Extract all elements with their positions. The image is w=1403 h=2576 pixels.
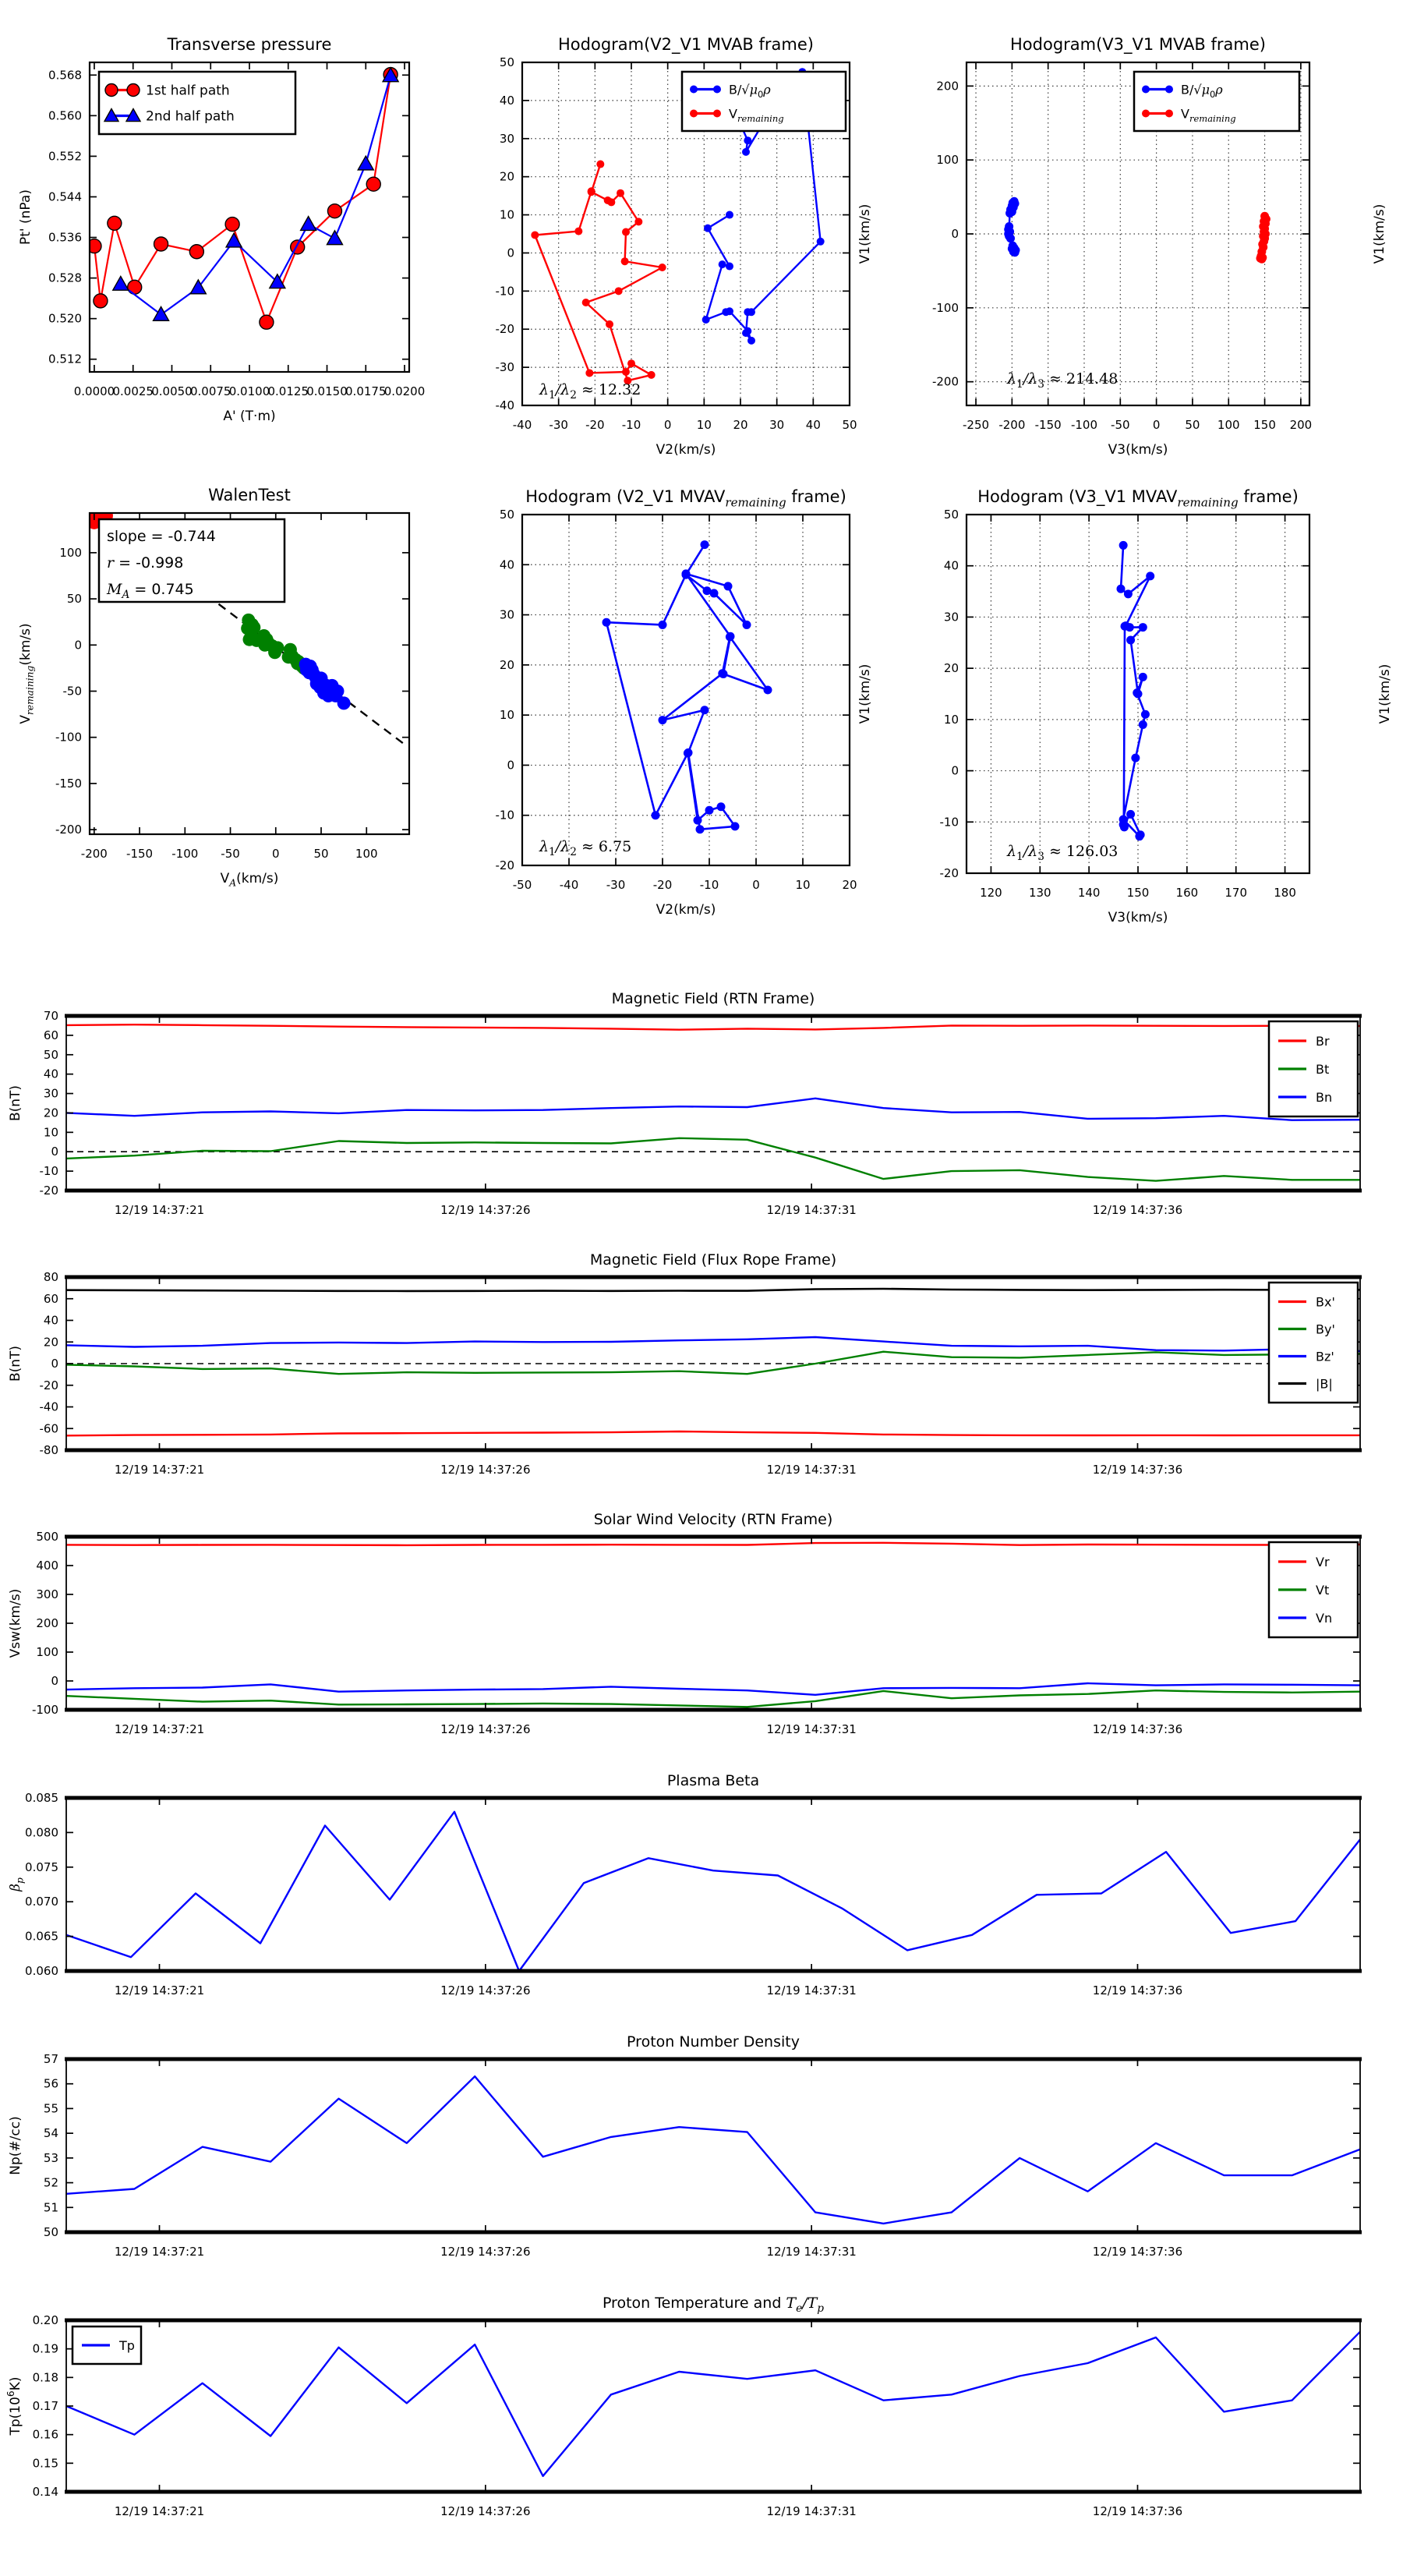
y-tick-label: 0.065 <box>25 1929 58 1944</box>
x-tick-label: 12/19 14:37:26 <box>440 1983 531 1997</box>
series-Np <box>66 2076 1360 2224</box>
y-tick-label: 20 <box>943 661 959 676</box>
y-tick-label: -20 <box>495 858 514 872</box>
legend-label: Bt <box>1316 1062 1330 1077</box>
y-tick-label: 20 <box>43 1106 58 1120</box>
panel-magnetic-field-flux-rope <box>8 1251 1362 1477</box>
x-tick-label: -20 <box>585 418 605 432</box>
legend-label: $B/√\mu_0\rho$ <box>1181 82 1223 100</box>
x-tick-label: 120 <box>980 886 1002 900</box>
y-tick-label: 50 <box>66 592 82 607</box>
x-tick-label: 12/19 14:37:31 <box>766 2245 857 2259</box>
y-tick-label: 0 <box>507 758 514 773</box>
y-axis-label: Pt' (nPa) <box>18 189 34 245</box>
y-tick-label: 54 <box>43 2126 58 2141</box>
y-tick-label: 0.552 <box>48 149 82 164</box>
y-tick-label: -200 <box>55 823 82 837</box>
y-tick-label: 60 <box>43 1291 58 1306</box>
x-axis-label: V2(km/s) <box>656 442 716 458</box>
y-tick-label: -100 <box>31 1703 58 1717</box>
y-axis-label-far: V1(km/s) <box>1372 203 1387 264</box>
y-tick-label: 10 <box>43 1125 58 1140</box>
y-axis-label: Np(#/cc) <box>8 2116 23 2175</box>
y-tick-label: -200 <box>931 374 959 389</box>
x-tick-label: -100 <box>171 847 199 861</box>
y-tick-label: -40 <box>495 398 514 412</box>
y-tick-label: 0.075 <box>25 1859 58 1874</box>
y-tick-label: 0 <box>51 1357 58 1371</box>
x-tick-label: -50 <box>1111 418 1130 432</box>
series-Vt <box>66 1690 1360 1707</box>
legend-label: Vr <box>1316 1555 1330 1569</box>
panel-title: Hodogram (V3_V1 $MVAV_{remaining}$ frame) <box>977 487 1299 510</box>
y-tick-label: 55 <box>43 2101 58 2116</box>
y-axis-label: B(nT) <box>8 1085 23 1122</box>
y-tick-label: 30 <box>499 131 514 146</box>
x-tick-label: -10 <box>621 418 641 432</box>
y-axis-label: $Tp(10^6K)$ <box>5 2376 23 2436</box>
legend-label: By' <box>1316 1322 1335 1337</box>
series-Tp <box>66 2332 1360 2476</box>
legend-label: $V_{remaining}$ <box>1181 106 1236 124</box>
x-tick-label: 0 <box>752 878 760 892</box>
x-tick-label: -200 <box>998 418 1026 432</box>
x-tick-label: 0.0200 <box>383 384 426 398</box>
panel-walen-test <box>18 486 409 889</box>
x-tick-label: 180 <box>1274 886 1296 900</box>
x-axis-label: $V_A(km/s)$ <box>220 871 279 889</box>
y-tick-label: 40 <box>499 557 514 572</box>
y-tick-label: 0 <box>951 227 959 241</box>
y-tick-label: 20 <box>499 657 514 672</box>
panel-hodogram-v3v1-mvav <box>857 487 1393 925</box>
x-tick-label: 20 <box>733 418 748 432</box>
panel-title: Transverse pressure <box>167 35 332 54</box>
y-tick-label: 0.560 <box>48 108 82 123</box>
y-tick-label: 0.070 <box>25 1895 58 1909</box>
panel-magnetic-field-rtn <box>8 990 1362 1217</box>
panel-hodogram-v3v1-mvab <box>857 35 1387 458</box>
y-tick-label: 60 <box>43 1028 58 1042</box>
y-tick-label: 0.17 <box>32 2399 58 2413</box>
y-tick-label: -10 <box>939 815 959 830</box>
y-tick-label: -30 <box>495 360 514 375</box>
panel-title: Solar Wind Velocity (RTN Frame) <box>593 1511 833 1528</box>
y-tick-label: 30 <box>943 610 959 625</box>
y-tick-label: 300 <box>36 1587 58 1601</box>
x-tick-label: 0.0025 <box>112 384 154 398</box>
x-tick-label: 10 <box>696 418 712 432</box>
y-tick-label: 0.520 <box>48 311 82 326</box>
y-tick-label: 10 <box>943 712 959 727</box>
y-tick-label: -100 <box>931 300 959 315</box>
legend-label: Bz' <box>1316 1349 1334 1364</box>
y-tick-label: 0.15 <box>32 2456 58 2471</box>
panel-title: Plasma Beta <box>666 1772 760 1789</box>
x-tick-label: 50 <box>842 418 857 432</box>
x-axis-label: V3(km/s) <box>1108 442 1168 458</box>
x-tick-label: 20 <box>842 878 857 892</box>
x-tick-label: 0 <box>663 418 672 432</box>
x-tick-label: -150 <box>1034 418 1062 432</box>
series-Bt <box>66 1138 1360 1181</box>
x-tick-label: 12/19 14:37:21 <box>114 2245 205 2259</box>
y-tick-label: 500 <box>36 1530 58 1544</box>
y-tick-label: -60 <box>39 1421 58 1436</box>
legend-box <box>99 72 295 134</box>
x-tick-label: 100 <box>1217 418 1240 432</box>
y-tick-label: 30 <box>43 1086 58 1101</box>
legend-label: Br <box>1316 1034 1330 1049</box>
annotation: $\lambda_1/\lambda_2 \approx 12.32$ <box>539 381 641 402</box>
series-v-remaining-path <box>606 545 768 830</box>
x-tick-label: 50 <box>313 847 329 861</box>
y-tick-label: 50 <box>43 1047 58 1062</box>
panel-solar-wind-velocity <box>8 1511 1362 1736</box>
x-tick-label: -40 <box>512 418 532 432</box>
y-tick-label: 0.18 <box>32 2370 58 2385</box>
panel-plasma-beta <box>8 1772 1362 1997</box>
x-axis-label: V2(km/s) <box>656 902 716 918</box>
panel-title: Magnetic Field (Flux Rope Frame) <box>589 1251 837 1269</box>
y-tick-label: 0.568 <box>48 68 82 83</box>
y-tick-label: 40 <box>943 558 959 573</box>
series-beta-p <box>66 1812 1360 1971</box>
legend-label: |B| <box>1316 1376 1333 1392</box>
series-Vr <box>66 1543 1360 1545</box>
y-tick-label: 0.512 <box>48 352 82 366</box>
y-tick-label: 0.19 <box>32 2341 58 2356</box>
series-By-prime <box>66 1349 1360 1375</box>
y-tick-label: 0.085 <box>25 1791 58 1805</box>
x-tick-label: 12/19 14:37:26 <box>440 2504 531 2518</box>
x-tick-label: 0 <box>272 847 280 861</box>
y-axis-label-far: V1(km/s) <box>1377 663 1393 724</box>
series-V-remaining <box>535 165 662 381</box>
x-tick-label: -50 <box>221 847 240 861</box>
series-Bz-prime <box>66 1337 1360 1351</box>
x-tick-label: 12/19 14:37:31 <box>766 1983 857 1997</box>
x-tick-label: 12/19 14:37:31 <box>766 2504 857 2518</box>
series-Bn <box>66 1099 1360 1120</box>
stats-line: slope = -0.744 <box>107 528 216 545</box>
y-axis-label: B(nT) <box>8 1345 23 1382</box>
panel-title: Hodogram(V3_V1 MVAB frame) <box>1010 35 1266 54</box>
y-tick-label: -40 <box>39 1399 58 1414</box>
x-tick-label: 0.0125 <box>267 384 309 398</box>
y-tick-label: 0.16 <box>32 2427 58 2442</box>
y-tick-label: 51 <box>43 2200 58 2215</box>
x-tick-label: -100 <box>1070 418 1098 432</box>
y-tick-label: 0.536 <box>48 230 82 245</box>
y-tick-label: 400 <box>36 1559 58 1573</box>
stats-line: $M_A = 0.745$ <box>107 581 194 602</box>
panel-title: Proton Temperature and $T_e/T_p$ <box>602 2295 825 2316</box>
x-tick-label: -40 <box>559 878 579 892</box>
x-tick-label: 170 <box>1225 886 1248 900</box>
stats-line: r = -0.998 <box>107 554 184 571</box>
y-tick-label: 57 <box>43 2052 58 2066</box>
y-tick-label: 20 <box>499 169 514 184</box>
x-tick-label: 12/19 14:37:31 <box>766 1463 857 1477</box>
y-tick-label: 200 <box>36 1616 58 1630</box>
x-axis-label: V3(km/s) <box>1108 910 1168 925</box>
y-tick-label: -20 <box>939 866 959 880</box>
panel-title: Proton Number Density <box>627 2033 800 2051</box>
x-tick-label: -250 <box>963 418 990 432</box>
y-axis-label: $\beta_p$ <box>8 1877 26 1891</box>
x-tick-label: 12/19 14:37:36 <box>1092 1203 1183 1217</box>
x-tick-label: 0.0175 <box>345 384 387 398</box>
x-tick-label: 12/19 14:37:21 <box>114 1722 205 1736</box>
legend-label: $V_{remaining}$ <box>729 106 784 124</box>
x-tick-label: 100 <box>355 847 378 861</box>
y-tick-label: 200 <box>936 79 959 94</box>
panel-hodogram-v2v1-mvav <box>496 487 857 918</box>
legend-label: 1st half path <box>146 83 230 99</box>
y-tick-label: -10 <box>39 1164 58 1179</box>
x-tick-label: 12/19 14:37:26 <box>440 1722 531 1736</box>
y-tick-label: 10 <box>499 708 514 723</box>
panel-title: WalenTest <box>208 486 291 504</box>
series-Bx-prime <box>66 1431 1360 1435</box>
x-tick-label: 0.0075 <box>189 384 231 398</box>
x-tick-label: 150 <box>1126 886 1150 900</box>
panel-proton-number-density <box>8 2033 1362 2259</box>
x-axis-label: A' (T·m) <box>223 409 276 424</box>
y-tick-label: 0 <box>51 1145 58 1159</box>
x-tick-label: 0.0000 <box>73 384 115 398</box>
y-tick-label: -20 <box>39 1378 58 1392</box>
legend-label: Vn <box>1316 1611 1333 1626</box>
y-tick-label: 50 <box>943 508 959 522</box>
x-tick-label: 130 <box>1028 886 1051 900</box>
x-tick-label: 12/19 14:37:36 <box>1092 2504 1183 2518</box>
annotation: $\lambda_1/\lambda_2 \approx 6.75$ <box>539 838 632 859</box>
y-tick-label: 0.14 <box>32 2485 58 2499</box>
x-tick-label: 12/19 14:37:21 <box>114 1983 205 1997</box>
y-tick-label: 50 <box>499 55 514 69</box>
y-tick-label: 100 <box>59 545 82 560</box>
x-tick-label: 12/19 14:37:21 <box>114 1203 205 1217</box>
legend-label: Tp <box>119 2338 135 2353</box>
y-tick-label: 0 <box>51 1674 58 1688</box>
y-tick-label: 0 <box>951 763 959 778</box>
y-tick-label: 50 <box>499 508 514 522</box>
y-tick-label: -150 <box>55 776 82 791</box>
y-tick-label: 40 <box>43 1067 58 1081</box>
x-tick-label: 12/19 14:37:31 <box>766 1722 857 1736</box>
x-tick-label: 50 <box>1185 418 1200 432</box>
annotation: $\lambda_1/\lambda_3 \approx 126.03$ <box>1007 843 1119 864</box>
legend-label: Bx' <box>1316 1294 1335 1310</box>
y-axis-label: V1(km/s) <box>857 203 873 264</box>
x-tick-label: 12/19 14:37:21 <box>114 1463 205 1477</box>
panel-title: Magnetic Field (RTN Frame) <box>611 990 815 1007</box>
x-tick-label: 160 <box>1175 886 1199 900</box>
panel-hodogram-v2v1-mvab <box>496 35 857 458</box>
y-tick-label: 0.060 <box>25 1964 58 1978</box>
y-axis-label: $V_{remaining}(km/s)$ <box>18 623 36 724</box>
y-tick-label: 100 <box>936 153 959 168</box>
x-tick-label: 150 <box>1253 418 1276 432</box>
panel-title: Hodogram(V2_V1 MVAB frame) <box>558 35 814 54</box>
y-tick-label: -10 <box>495 808 514 823</box>
y-axis-label: Vsw(km/s) <box>8 1588 23 1658</box>
x-tick-label: 12/19 14:37:26 <box>440 1203 531 1217</box>
legend-label: $B/√\mu_0\rho$ <box>729 82 771 100</box>
y-tick-label: 30 <box>499 607 514 622</box>
x-tick-label: 12/19 14:37:36 <box>1092 1722 1183 1736</box>
annotation: $\lambda_1/\lambda_3 \approx 214.48$ <box>1007 370 1119 391</box>
x-tick-label: 0.0150 <box>306 384 348 398</box>
panel-title: Hodogram (V2_V1 $MVAV_{remaining}$ frame) <box>525 487 846 510</box>
x-tick-label: 200 <box>1289 418 1313 432</box>
y-tick-label: 40 <box>43 1313 58 1328</box>
series-Br <box>66 1024 1360 1030</box>
y-axis-label: V1(km/s) <box>857 663 873 724</box>
y-tick-label: -20 <box>39 1184 58 1198</box>
y-tick-label: 100 <box>36 1645 58 1659</box>
y-tick-label: -80 <box>39 1443 58 1457</box>
x-tick-label: -30 <box>606 878 626 892</box>
x-tick-label: 12/19 14:37:36 <box>1092 1463 1183 1477</box>
y-tick-label: 53 <box>43 2150 58 2165</box>
y-tick-label: 0.528 <box>48 271 82 285</box>
x-tick-label: 10 <box>795 878 811 892</box>
x-tick-label: 12/19 14:37:21 <box>114 2504 205 2518</box>
legend-label: Vt <box>1316 1583 1330 1598</box>
y-tick-label: 0 <box>74 638 82 653</box>
series-Vn <box>66 1683 1360 1695</box>
legend-label: 2nd half path <box>146 108 235 125</box>
legend-label: Bn <box>1316 1090 1333 1105</box>
y-tick-label: 0.20 <box>32 2313 58 2327</box>
x-tick-label: 0 <box>1152 418 1161 432</box>
x-tick-label: 0.0100 <box>228 384 270 398</box>
x-tick-label: 12/19 14:37:36 <box>1092 2245 1183 2259</box>
x-tick-label: -20 <box>652 878 673 892</box>
x-tick-label: 12/19 14:37:31 <box>766 1203 857 1217</box>
y-tick-label: 10 <box>499 207 514 222</box>
y-tick-label: 0.544 <box>48 189 82 204</box>
x-tick-label: 0.0050 <box>151 384 193 398</box>
y-tick-label: 50 <box>43 2225 58 2239</box>
y-tick-label: 20 <box>43 1335 58 1350</box>
y-tick-label: 80 <box>43 1270 58 1284</box>
x-tick-label: 40 <box>805 418 821 432</box>
y-tick-label: -20 <box>495 322 514 337</box>
y-tick-label: 40 <box>499 93 514 108</box>
y-tick-label: -10 <box>495 284 514 299</box>
y-tick-label: -50 <box>62 684 82 699</box>
y-tick-label: 0 <box>507 246 514 260</box>
x-tick-label: 30 <box>769 418 785 432</box>
y-tick-label: 70 <box>43 1009 58 1023</box>
x-tick-label: 12/19 14:37:26 <box>440 2245 531 2259</box>
y-tick-label: 52 <box>43 2175 58 2190</box>
panel-proton-temperature <box>5 2295 1362 2518</box>
x-tick-label: 12/19 14:37:26 <box>440 1463 531 1477</box>
x-tick-label: -50 <box>512 878 532 892</box>
x-tick-label: -200 <box>80 847 108 861</box>
panel-transverse-pressure <box>18 35 425 424</box>
x-tick-label: 12/19 14:37:36 <box>1092 1983 1183 1997</box>
y-tick-label: 0.080 <box>25 1825 58 1840</box>
x-tick-label: -10 <box>699 878 719 892</box>
series-B-magnitude <box>66 1289 1360 1291</box>
y-tick-label: 56 <box>43 2076 58 2091</box>
y-tick-label: -100 <box>55 730 82 745</box>
x-tick-label: 140 <box>1077 886 1101 900</box>
x-tick-label: -150 <box>126 847 154 861</box>
x-tick-label: -30 <box>549 418 568 432</box>
